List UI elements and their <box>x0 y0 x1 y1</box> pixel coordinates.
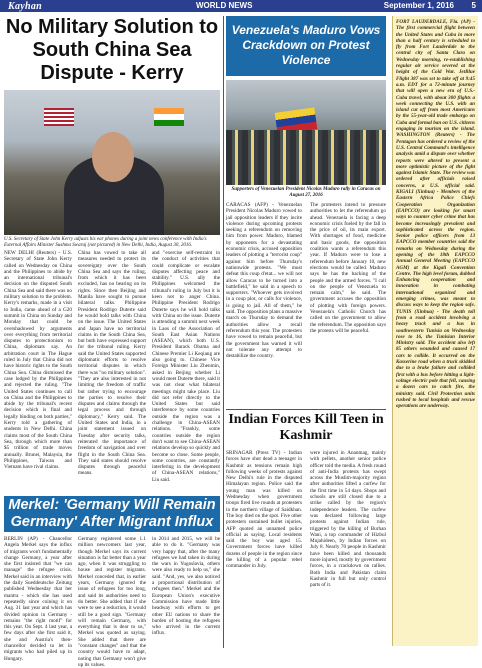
venezuela-body-col1: CARACAS (AFP) - Venezuelan President Nicolas Maduro vowed to jail opposition leaders if they incite violence during upcoming protests seeking a referendum on removing him from power. Maduro, blamed by opponents for a devastating economic crisis, accused opposition leaders of plotting a "terrorist coup" against him before Thursday's nationwide protests. "We must defeat this coup d'etat... we will not allow Caracas to be turned into a battlefield," he said in a speech to supporters. "Whoever gets involved in a coup plot, or calls for violence, is going to jail. All of them," he said. The opposition plans a massive march on Thursday to demand the authorities allow a recall referendum this year. The protesters have vowed to remain peaceful, but the government has warned it will not tolerate any attempt to destabilize the country. <box>226 202 302 360</box>
kerry-photo <box>4 90 220 235</box>
crowd-figure <box>226 130 386 185</box>
venezuela-rally-photo <box>226 80 386 185</box>
merkel-body-col3: in 2014 and 2015, we will be able to do it. "Germany was very happy that, after the many refugees we had taken in during the wars in Yugoslavia, others were also ready to help us," she said. "And, yes, we also noticed a proportional distribution of refugees then." Merkel and the European Union's executive Commission have made little headway with efforts to get other EU nations to share the burden of hosting the refugees who arrived in the current influx. <box>152 536 220 637</box>
section-name: WORLD NEWS <box>196 1 253 10</box>
china-body-col1: NEW DELHI (Reuters) - U.S. Secretary of State John Kerry called on Wednesday on China and the Philippines to abide by an international tribunal's decision on the disputed South China Sea and said there was no military solution to the problem. Kerry's remarks, made in a visit to India, came ahead of a G20 summit in China on Sunday and Monday that could be overshadowed by arguments over everything from territorial disputes to protectionism to China, diplomats say. An arbitration court in The Hague ruled in July that China did not have historic rights to the South China Sea. China dismissed the case lodged by the Philippines and rejected the ruling. "The United States continues to call on China and the Philippines to abide by the tribunal's recent decision which is final and legally binding on both parties," Kerry told a gathering of students in New Delhi. China claims most of the South China Sea, through which more than $5 trillion of trade moves annually. Brunei, Malaysia, the Philippines, Taiwan and Vietnam have rival claims. <box>4 250 72 471</box>
china-body-col2: China has vowed to take all measures needed to protect its sovereignty over the South China Sea and says the ruling, from which it has been excluded, has no bearing on its rights. Since then Beijing and Manila have sought to pursue bilateral talks. Philippine President Rodrigo Duterte said he would hold talks with China on the issue. The United States and Japan have no territorial claims in the South China Sea, but both have expressed support for the tribunal ruling. Kerry said the United States supported diplomatic efforts to resolve territorial disputes in which there was "no military solution". "They are also interested in not limiting the freedom of traffic but rather trying to encourage the parties to resolve their disputes and claims through the legal process and through diplomacy," Kerry said. The United States and India, in a joint statement issued on Tuesday after security talks, reiterated the importance of freedom of navigation and over flight in the South China Sea. They said states should resolve disputes through peaceful means. <box>78 250 146 477</box>
china-headline: No Military Solution to South China Sea Dispute - Kerry <box>5 16 219 84</box>
venezuela-photo-caption: Supporters of Venezuelan President Nicolas Maduro rally in Caracas on August 27, 2016 <box>231 187 381 198</box>
merkel-body-col1: BERLIN (AP) - Chancellor Angela Merkel says the influx of migrants won't fundamentally change Germany, a year after she first insisted that "we can manage" the refugee crisis. Merkel said in an interview with the daily Sueddeutsche Zeitung published Wednesday that her mantra - which she has used repeatedly since coining it on Aug. 31 last year and which has divided opinion in Germany - remains "the right motif" for this year. On Sept. 4 last year, a few days after she first said it, she and Austria's then-chancellor decided to let in migrants who had piled up in Hungary. <box>4 536 72 662</box>
page-number: 5 <box>471 1 476 10</box>
merkel-body-col2: Germany registered some 1.1 million newcomers last year, though Merkel says its current situation is far better than a year ago, when it was struggling to house and register migrants. Merkel conceded that, in earlier years, Germany ignored the issue of refugees for too long, and said its authorities need to do better. She added that if she were to see a reduction, it would still be a good sign. "Germany will remain Germany, with everything that is dear to us," Merkel was quoted as saying. She added that there are "constant changes" and that the country would have to adapt, noting that Germany won't give up its values. <box>78 536 146 668</box>
kashmir-headline: Indian Forces Kill Teen in Kashmir <box>228 412 384 443</box>
merkel-headline: Merkel: 'Germany Will Remain Germany' After Migrant Influx <box>4 496 220 532</box>
kashmir-body-col2: were injured in Anantnag, mainly with pellets, another senior police officer told the media. A fresh round of anti-India protests has swept across the Muslim-majority region after authorities lifted a curfew for the first time in 54 days. Shops and schools are still closed due to a strike called by the region's independence leaders. The curfew was declared following large protests against Indian rule, triggered by the killing of Burhan Wani, a top commander of Hizbul Mujahideen, by Indian forces on July 8. Nearly 70 people in Kashmir have been killed and thousands more injured, mostly by government forces, in a crackdown on rallies. Both India and Pakistan claim Kashmir in full but only control parts of it. <box>310 450 386 589</box>
us-flag-icon <box>44 108 74 126</box>
kashmir-body-col1: SRINAGAR (Press TV) - Indian forces have shot dead a teenager in Kashmir as tensions remain high following weeks of protests against New Delhi's rule in the disputed Himalayan region. Police said the young man was killed on Wednesday when government troops fired live rounds at protesters in the northern village of Saidkhan. The boy died on the spot. Five other protesters sustained bullet injuries, AFP quoted an unnamed police official as saying. Local residents said the boy was aged 15. Government forces have killed dozens of people in the region since the killing of a popular rebel commander in July. <box>226 450 302 570</box>
venezuela-headline: Venezuela's Maduro Vows Crackdown on Protest Violence <box>226 16 386 76</box>
issue-date: September 1, 2016 <box>383 1 454 10</box>
newspaper-logo: Kayhan <box>8 0 43 12</box>
section-divider <box>226 409 386 410</box>
china-photo-caption: U.S. Secretary of State John Kerry adjusts his ear phones during a joint news conference with India's External Affairs Minister Sushma Swaraj (not pictured) in New Delhi, India, August 30, 2016. <box>4 237 207 248</box>
person-face <box>92 132 134 182</box>
masthead <box>0 0 482 12</box>
news-briefs-text: FORT LAUDERDALE, Fla. (AP) - The first commercial flight between the United States and Cuba in more than a half century is scheduled to fly from Fort Lauderdale to the central city of Santa Clara on Wednesday morning, re-establishing regular air service severed at the height of the Cold War. JetBlue Flight 387 was set to take off at 9:45 a.m. EDT for a 72-minute journey that will open a new era of U.S.-Cuba travel, with about 300 flights a week connecting the U.S. with an island cut off from most Americans by the 55-year-old trade embargo on Cuba and formal ban on U.S. citizens engaging in tourism on the island. WASHINGTON (Reuters) - The Pentagon has ordered a review of the U.S. Central Command's intelligence analysis amid a dispute over whether reports were altered to present a more optimistic picture of the fight against Islamic State. The review was ordered after officials raised concerns, a U.S. official said. KIGALI (Xinhua) - Members of the Eastern Africa Police Chiefs Cooperation Organization (EAPCCO) are looking for smart ways to counter cyber crime that has become increasingly prevalent and sophisticated across the region. Senior police officers from 13 EAPCCO member countries said the remarks on Wednesday during the opening of the 18th EAPCCO Annual General Meeting (EAPCCO AGM) at the Kigali Convention Centre. The high level forum, dubbed Enhancing cooperation and innovation in combating international organized and emerging crimes, was meant to discuss ways to keep the region safe. TUNIS (Xinhua) - The death toll from a road accident involving a heavy truck and a bus in southwestern Tunisia on Wednesday rose to 16, the Tunisian Interior Ministry said. The accident also left 85 others wounded and caused 17 cars to collide. It occurred on the Kasserine road when a truck skidded due to a brake failure and collided first with a bus before hitting a light-voltage electric pole that fell, causing a dozen cars to catch fire, the ministry said. Civil Protection units rushed to local hospitals and rescue operations are underway. <box>396 19 475 410</box>
column-divider <box>223 16 224 648</box>
china-body-col3: and "exercise self-restraint in the conduct of activities that could complicate or escalate disputes affecting peace and stability." U.S. ally the Philippines welcomed the tribunal's ruling in July but it is keen not to anger China. Philippine President Rodrigo Duterte says he will hold talks with China on the issue. Duterte is attending a summit next week in Laos of the Association of South East Asian Nations (ASEAN), which both U.S. President Barack Obama and Chinese Premier Li Keqiang are also going to. Chinese Vice Foreign Minister Liu Zhenmin, asked in Beijing whether Li would meet Duterte there, said it was not clear what bilateral meetings might take place. Liu did not refer directly to the United States but said interference by some countries outside the region was a challenge in China-ASEAN relations. "Frankly, some countries outside the region don't want to see China-ASEAN relations develop so quickly and become so close. Some people, some countries, are constantly interfering in the development of China-ASEAN relations," Liu said. <box>152 250 220 483</box>
india-flag-icon <box>154 108 184 126</box>
venezuela-body-col2: The protesters intend to pressure authorities to let the referendum go ahead. Venezuela is facing a deep economic crisis fueled by the fall in the price of oil, its main export. With shortages of food, medicine and basic goods, the opposition coalition wants a referendum this year. If Maduro were to lose a referendum before January 10, new elections would be called. Maduro says he has the backing of the people and the armed forces. "I call on the people of Venezuela to remain calm," he said. The government accuses the opposition of plotting with foreign powers. Venezuela's Catholic Church has called on the government to allow the referendum. The opposition says the protests will be peaceful. <box>310 202 386 334</box>
news-briefs-column <box>392 16 478 646</box>
